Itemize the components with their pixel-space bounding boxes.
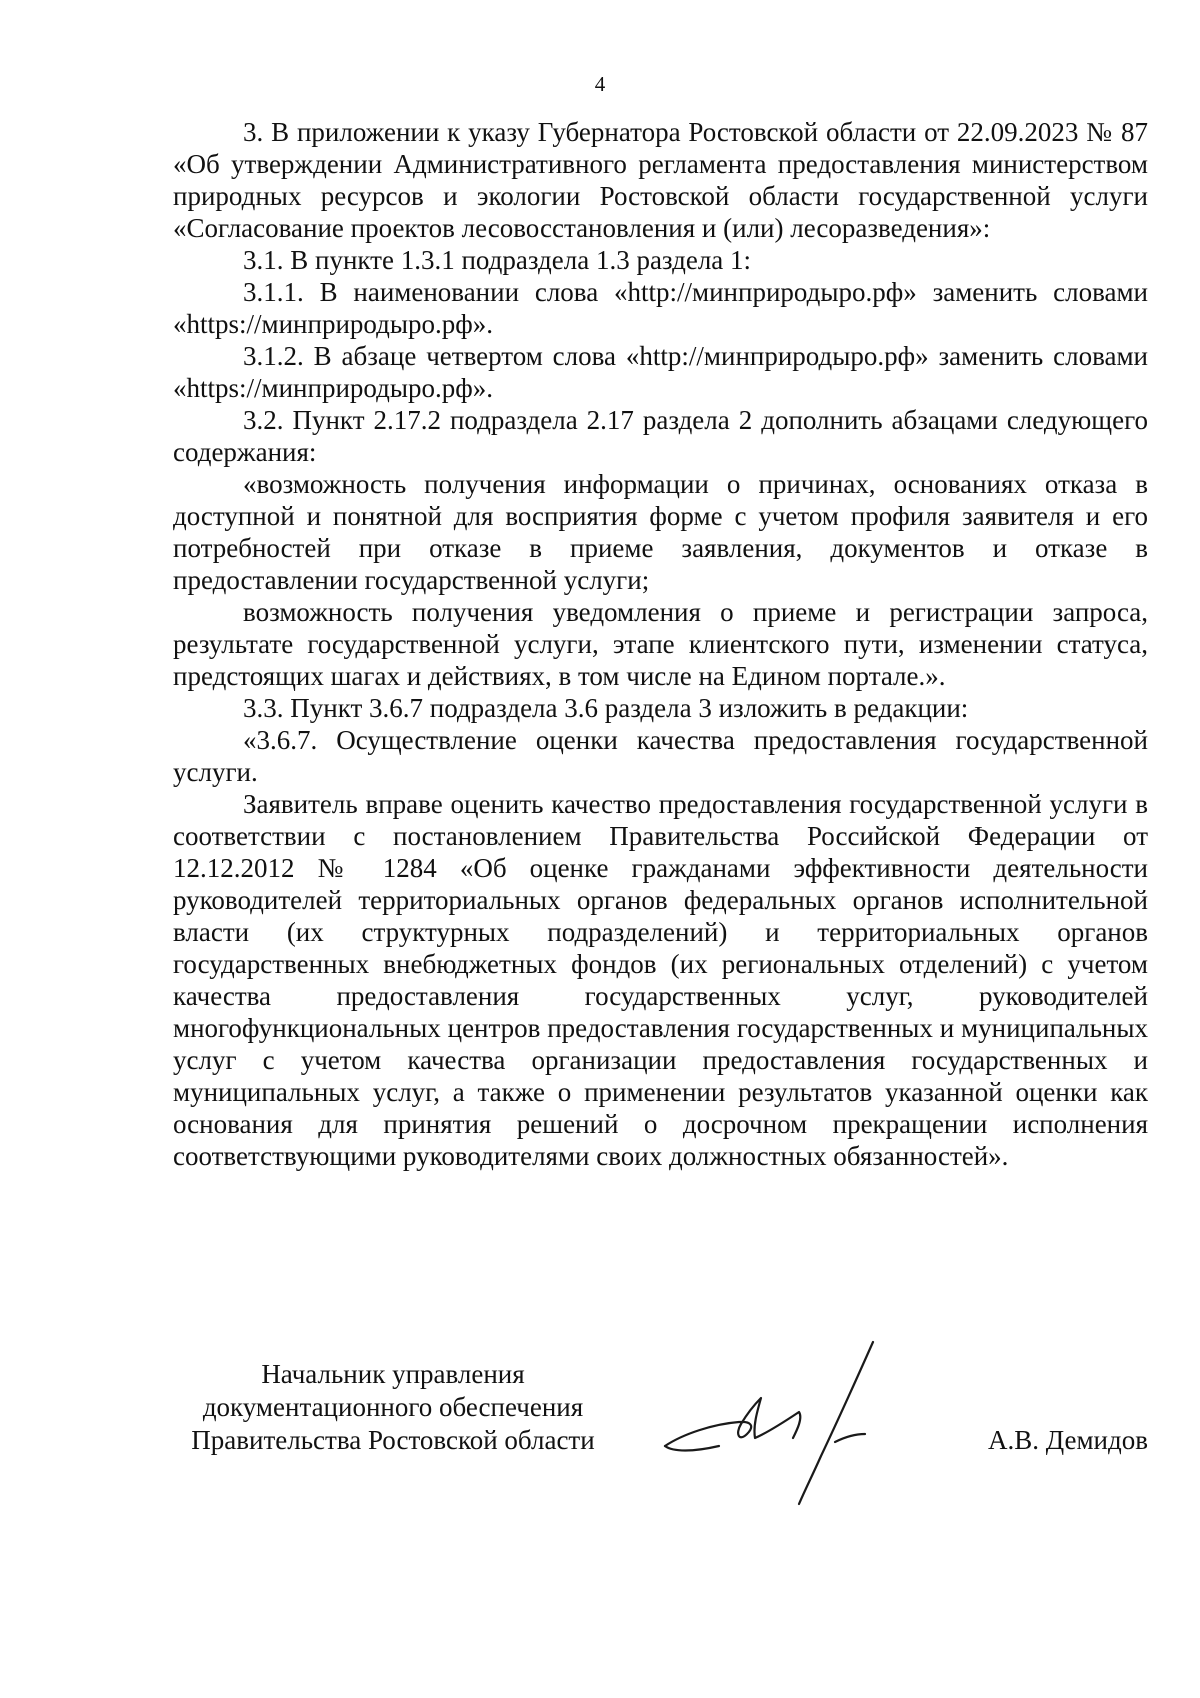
signature-block bbox=[173, 1358, 1148, 1508]
handwritten-signature bbox=[643, 1338, 903, 1518]
paragraph-quote-refusal-info: «возможность получения информации о причинах, основаниях отказа в доступной и понятной для восприятия форме с учетом профиля заявителя и его потребностей при отказе в приеме заявления, документов и отказе в предоставлении государственной услуги; bbox=[173, 469, 1148, 595]
signature-stroke-short bbox=[835, 1434, 865, 1442]
paragraph-3: 3. В приложении к указу Губернатора Ростовской области от 22.09.2023 № 87 «Об утверждении Административного регламента предоставления министерством природных ресурсов и экологии Ростовской области государственной услуги «Согласование проектов лесовосстановления и (или) лесоразведения»: bbox=[173, 117, 1148, 243]
paragraph-3-1-2: 3.1.2. В абзаце четвертом слова «http://минприродыро.рф» заменить словами «https://минприродыро.рф». bbox=[173, 341, 1148, 403]
signer-title-line-2: документационного обеспечения bbox=[202, 1392, 584, 1422]
paragraph-3-3: 3.3. Пункт 3.6.7 подраздела 3.6 раздела 3 изложить в редакции: bbox=[243, 693, 969, 723]
page-number: 4 bbox=[594, 72, 606, 96]
paragraph-3-1: 3.1. В пункте 1.3.1 подраздела 1.3 раздела 1: bbox=[243, 245, 752, 275]
paragraph-quote-notification: возможность получения уведомления о приеме и регистрации запроса, результате государственной услуги, этапе клиентского пути, изменении статуса, предстоящих шагах и действиях, в том числе на Едином портале.». bbox=[173, 597, 1148, 691]
document-body bbox=[173, 116, 1148, 1172]
signer-title-line-3: Правительства Ростовской области bbox=[191, 1425, 595, 1455]
paragraph-3-2: 3.2. Пункт 2.17.2 подраздела 2.17 раздела 2 дополнить абзацами следующего содержания: bbox=[173, 405, 1148, 467]
signer-title bbox=[173, 1358, 613, 1457]
paragraph-applicant-rating: Заявитель вправе оценить качество предоставления государственной услуги в соответствии с постановлением Правительства Российской Федерации от 12.12.2012 № 1284 «Об оценке гражданами эффективности деятельности руководителей территориальных органов федеральных органов исполнительной власти (их структурных подразделений) и территориальных органов государственных внебюджетных фондов (их региональных отделений) с учетом качества предоставления государственных услуг, руководителей многофункциональных центров предоставления государственных и муниципальных услуг с учетом качества организации предоставления государственных и муниципальных услуг, а также о применении результатов указанной оценки как основания для принятия решений о досрочном прекращении исполнения соответствующими руководителями своих должностных обязанностей». bbox=[173, 789, 1148, 1171]
paragraph-3-1-1: 3.1.1. В наименовании слова «http://минприродыро.рф» заменить словами «https://минприродыро.рф». bbox=[173, 277, 1148, 339]
signer-name: А.В. Демидов bbox=[987, 1425, 1148, 1455]
signature-stroke-long-slash bbox=[799, 1342, 873, 1504]
paragraph-3-6-7: «3.6.7. Осуществление оценки качества предоставления государственной услуги. bbox=[173, 725, 1148, 787]
signature-strokes bbox=[665, 1342, 873, 1504]
signature-stroke-main bbox=[665, 1398, 800, 1446]
signer-title-line-1: Начальник управления bbox=[261, 1359, 525, 1389]
signature-stroke-tail bbox=[665, 1446, 719, 1451]
